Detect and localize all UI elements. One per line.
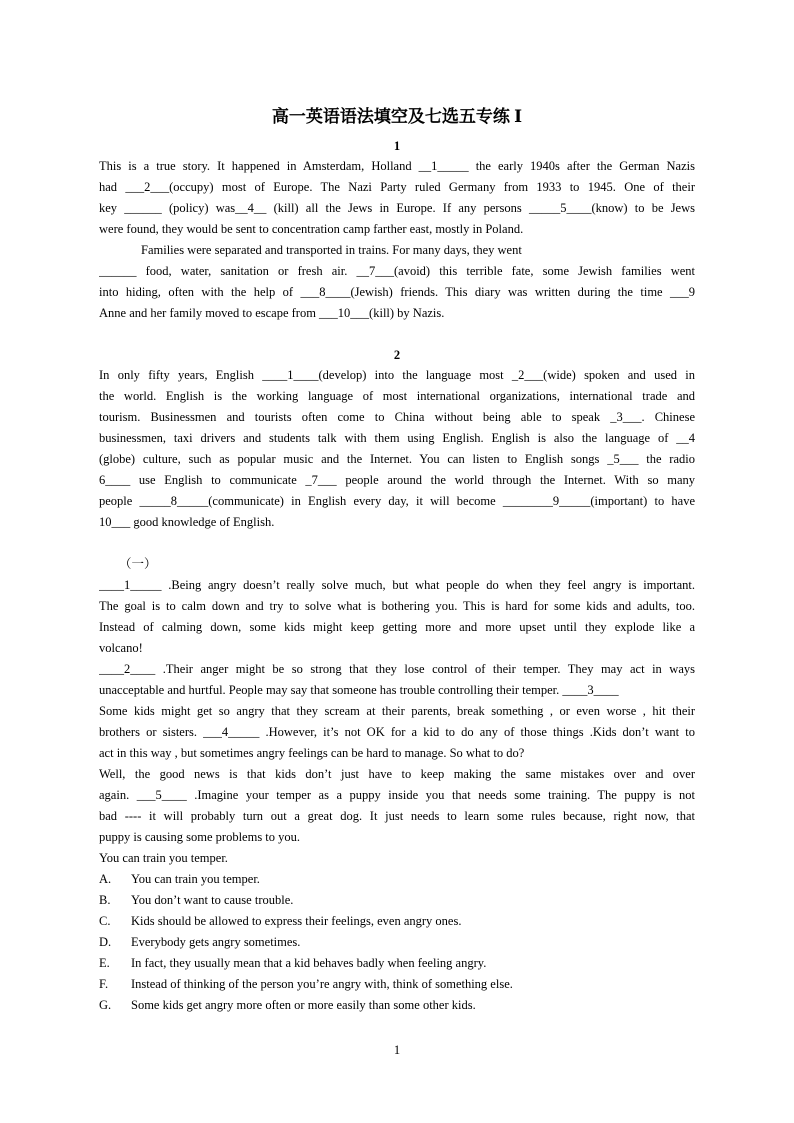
passage-line: the world. English is the working language of most international organizations, international trade and: [99, 389, 695, 403]
option-f: [99, 974, 695, 995]
section-2-passage: [99, 365, 695, 533]
passage-line: puppy is causing some problems to you.: [99, 830, 301, 844]
spacer: [99, 324, 695, 345]
passage-line: unacceptable and hurtful. People may say that someone has trouble controlling their temper. ____3____: [99, 683, 619, 697]
section-2-number: 2: [393, 348, 401, 362]
option-d: [99, 932, 695, 953]
passage-line: Instead of calming down, some kids might keep getting more and more upset until they explode like a: [99, 620, 695, 634]
passage-line: again. ___5____ .Imagine your temper as a puppy inside you that needs some training. The puppy is not: [99, 788, 695, 802]
passage-line: volcano!: [99, 641, 143, 655]
passage-line: Some kids might get so angry that they scream at their parents, break something , or even worse , hit their: [99, 704, 695, 718]
passage-line: 6____ use English to communicate _7___ people around the world through the Internet. With so many: [99, 473, 695, 487]
passage-line: act in this way , but sometimes angry feelings can be hard to manage. So what to do?: [99, 746, 525, 760]
passage-line: This is a true story. It happened in Amsterdam, Holland __1_____ the early 1940s after the German Nazis: [99, 159, 695, 173]
passage-line: The goal is to calm down and try to solve what is bothering you. This is hard for some kids and adults, too.: [99, 599, 695, 613]
passage-line: brothers or sisters. ___4_____ .However, it’s not OK for a kid to do any of those things .Kids don’t want to: [99, 725, 695, 739]
option-e: [99, 953, 695, 974]
option-b: [99, 890, 695, 911]
passage-line: ____2____ .Their anger might be so strong that they lose control of their temper. They may act in ways: [99, 662, 695, 676]
option-letter: F.: [99, 977, 109, 991]
passage-line: Families were separated and transported in trains. For many days, they went: [141, 243, 522, 257]
section-3-passage: [99, 575, 695, 869]
passage-line: were found, they would be sent to concentration camp farther east, mostly in Poland.: [99, 222, 524, 236]
passage-line: In only fifty years, English ____1____(develop) into the language most _2___(wide) spoken and used in: [99, 368, 695, 382]
option-text: Kids should be allowed to express their feelings, even angry ones.: [131, 914, 462, 928]
document-title: 高一英语语法填空及七选五专练 Ⅰ: [271, 107, 523, 126]
section-3-heading: （一）: [119, 557, 157, 571]
option-g: [99, 995, 695, 1016]
option-c: [99, 911, 695, 932]
passage-line: (globe) culture, such as popular music and the Internet. You can listen to English songs _5___ the radio: [99, 452, 695, 466]
section-1-number: 1: [393, 139, 401, 153]
option-text: Everybody gets angry sometimes.: [131, 935, 301, 949]
passage-line: You can train you temper.: [99, 851, 228, 865]
option-letter: E.: [99, 956, 110, 970]
passage-line: ______ food, water, sanitation or fresh air. __7___(avoid) this terrible fate, some Jewish families went: [99, 264, 695, 278]
passage-line: had ___2___(occupy) most of Europe. The Nazi Party ruled Germany from 1933 to 1945. One of their: [99, 180, 695, 194]
passage-line: bad ---- it will probably turn out a great dog. It just needs to learn some rules because, right now, that: [99, 809, 695, 823]
option-text: You can train you temper.: [131, 872, 260, 886]
passage-line: key ______ (policy) was__4__ (kill) all the Jews in Europe. If any persons _____5____(know) to be Jews: [99, 201, 695, 215]
passage-line: Anne and her family moved to escape from ___10___(kill) by Nazis.: [99, 306, 445, 320]
passage-line: businessmen, taxi drivers and students talk with them using English. English is also the language of __4: [99, 431, 695, 445]
option-text: Some kids get angry more often or more easily than some other kids.: [131, 998, 476, 1012]
passage-line: Well, the good news is that kids don’t just have to keep making the same mistakes over and over: [99, 767, 695, 781]
option-letter: B.: [99, 893, 111, 907]
option-letter: A.: [99, 872, 112, 886]
option-letter: G.: [99, 998, 112, 1012]
passage-line: people _____8_____(communicate) in English every day, it will become ________9_____(important) to have: [99, 494, 695, 508]
passage-line: 10___ good knowledge of English.: [99, 515, 275, 529]
document-page: [99, 104, 695, 1016]
option-text: Instead of thinking of the person you’re angry with, think of something else.: [131, 977, 513, 991]
passage-line: ____1_____ .Being angry doesn’t really solve much, but what people do when they feel angry is important.: [99, 578, 695, 592]
option-letter: D.: [99, 935, 112, 949]
option-letter: C.: [99, 914, 111, 928]
option-text: You don’t want to cause trouble.: [131, 893, 294, 907]
option-a: [99, 869, 695, 890]
passage-line: into hiding, often with the help of ___8____(Jewish) friends. This diary was written during the time ___9: [99, 285, 695, 299]
section-1-passage: [99, 156, 695, 324]
option-text: In fact, they usually mean that a kid behaves badly when feeling angry.: [131, 956, 487, 970]
page-number: 1: [393, 1043, 401, 1057]
spacer: [99, 533, 695, 554]
answer-options: [99, 869, 695, 1016]
passage-line: tourism. Businessmen and tourists often come to China without being able to speak _3___. Chinese: [99, 410, 695, 424]
